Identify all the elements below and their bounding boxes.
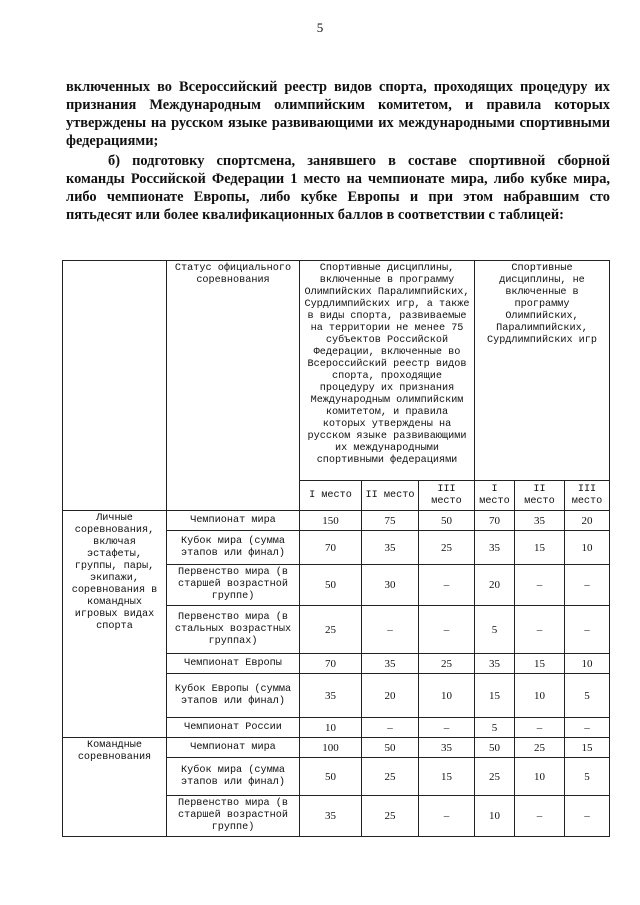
points-cell: 10 <box>475 796 515 837</box>
header-group-a: Спортивные дисциплины, включенные в программу Олимпийских Паралимпийских, Сурдлимпийских игр, а также в виды спорта, развиваемые на территории не менее 75 субъектов Российской Федерации, включенные во Всероссийский реестр видов спорта, проходящие процедуру их признания Международным олимпийским комитетом, и правила которых утверждены на русском языке развивающими их международными спортивными федерациями <box>300 261 475 481</box>
category-cell: Командные соревнования <box>63 738 167 837</box>
points-cell: 10 <box>419 674 475 718</box>
points-cell: 25 <box>419 654 475 674</box>
points-cell: 25 <box>362 796 419 837</box>
header-group-b: Спортивные дисциплины, не включенные в программу Олимпийских, Паралимпийских, Сурдлимпийских игр <box>475 261 610 481</box>
status-cell: Кубок мира (сумма этапов или финал) <box>167 758 300 796</box>
paragraph-b: б) подготовку спортсмена, занявшего в составе спортивной сборной команды Российской Федерации 1 место на чемпионате мира, либо кубке мира, либо чемпионате Европы, либо кубке Европы и при этом набравшим сто пятьдесят или более квалификационных баллов в соответствии с таблицей: <box>66 153 610 223</box>
points-cell: 30 <box>362 565 419 606</box>
points-cell: 5 <box>475 718 515 738</box>
points-cell: 20 <box>475 565 515 606</box>
points-cell: 150 <box>300 511 362 531</box>
points-cell: 100 <box>300 738 362 758</box>
points-cell: 35 <box>362 654 419 674</box>
points-cell: 10 <box>515 758 565 796</box>
status-cell: Кубок Европы (сумма этапов или финал) <box>167 674 300 718</box>
points-cell: – <box>419 606 475 654</box>
points-cell: 20 <box>362 674 419 718</box>
header-place: II место <box>515 481 565 511</box>
points-cell: – <box>515 718 565 738</box>
points-cell: – <box>515 565 565 606</box>
header-empty-cell <box>63 261 167 511</box>
points-cell: 35 <box>300 674 362 718</box>
points-cell: – <box>419 565 475 606</box>
status-cell: Чемпионат мира <box>167 511 300 531</box>
points-cell: 70 <box>300 531 362 565</box>
points-cell: – <box>419 796 475 837</box>
status-cell: Чемпионат мира <box>167 738 300 758</box>
status-cell: Первенство мира (в старшей возрастной группе) <box>167 796 300 837</box>
qualification-points-table <box>62 260 610 837</box>
header-status: Статус официального соревнования <box>167 261 300 511</box>
points-cell: 25 <box>300 606 362 654</box>
points-cell: – <box>515 606 565 654</box>
points-cell: 50 <box>475 738 515 758</box>
points-cell: 10 <box>515 674 565 718</box>
points-cell: – <box>565 796 610 837</box>
points-cell: 10 <box>565 531 610 565</box>
points-cell: 50 <box>362 738 419 758</box>
points-cell: 10 <box>565 654 610 674</box>
points-cell: – <box>565 606 610 654</box>
header-place: III место <box>565 481 610 511</box>
points-cell: 25 <box>515 738 565 758</box>
points-cell: 50 <box>300 565 362 606</box>
points-cell: 70 <box>475 511 515 531</box>
points-cell: 75 <box>362 511 419 531</box>
points-cell: 15 <box>515 531 565 565</box>
points-cell: 20 <box>565 511 610 531</box>
points-cell: 70 <box>300 654 362 674</box>
points-cell: 25 <box>419 531 475 565</box>
points-cell: 5 <box>565 674 610 718</box>
points-cell: 35 <box>300 796 362 837</box>
header-place: I место <box>300 481 362 511</box>
status-cell: Кубок мира (сумма этапов или финал) <box>167 531 300 565</box>
points-cell: 5 <box>565 758 610 796</box>
points-cell: 15 <box>515 654 565 674</box>
category-cell: Личные соревнования, включая эстафеты, группы, пары, экипажи, соревнования в командных игровых видах спорта <box>63 511 167 738</box>
points-cell: – <box>565 565 610 606</box>
points-cell: 35 <box>515 511 565 531</box>
points-cell: 50 <box>419 511 475 531</box>
points-cell: – <box>362 718 419 738</box>
header-place: III место <box>419 481 475 511</box>
points-cell: 35 <box>475 654 515 674</box>
status-cell: Чемпионат России <box>167 718 300 738</box>
points-cell: 10 <box>300 718 362 738</box>
points-cell: – <box>515 796 565 837</box>
status-cell: Первенство мира (в стальных возрастных группах) <box>167 606 300 654</box>
points-cell: 5 <box>475 606 515 654</box>
points-cell: 35 <box>362 531 419 565</box>
table-row <box>63 738 610 758</box>
points-cell: – <box>565 718 610 738</box>
points-cell: 25 <box>362 758 419 796</box>
table-row <box>63 511 610 531</box>
points-cell: – <box>419 718 475 738</box>
points-cell: 50 <box>300 758 362 796</box>
header-place: II место <box>362 481 419 511</box>
points-cell: 25 <box>475 758 515 796</box>
status-cell: Чемпионат Европы <box>167 654 300 674</box>
points-cell: 35 <box>419 738 475 758</box>
page-number: 5 <box>316 20 324 35</box>
points-cell: 15 <box>475 674 515 718</box>
points-cell: 35 <box>475 531 515 565</box>
status-cell: Первенство мира (в старшей возрастной группе) <box>167 565 300 606</box>
paragraph-continuation: включенных во Всероссийский реестр видов спорта, проходящих процедуру их признания Международным олимпийским комитетом, и правила которых утверждены на русском языке развивающими их международными спортивными федерациями; <box>66 79 610 149</box>
points-cell: – <box>362 606 419 654</box>
points-cell: 15 <box>419 758 475 796</box>
points-cell: 15 <box>565 738 610 758</box>
header-place: I место <box>475 481 515 511</box>
